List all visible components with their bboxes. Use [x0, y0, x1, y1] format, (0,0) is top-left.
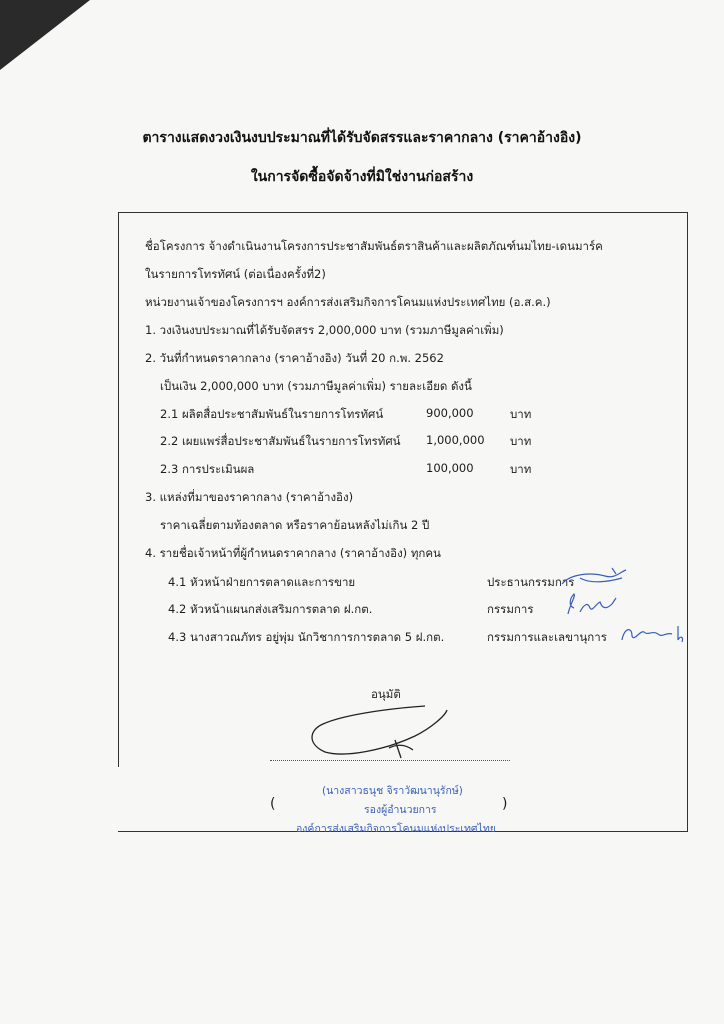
item-1-budget: 1. วงเงินงบประมาณที่ได้รับจัดสรร 2,000,000 บาท (รวมภาษีมูลค่าเพิ่ม)	[145, 323, 504, 337]
project-agency: หน่วยงานเจ้าของโครงการฯ องค์การส่งเสริมกิจการโคนมแห่งประเทศไทย (อ.ส.ค.)	[145, 295, 551, 309]
approval-label: อนุมัติ	[371, 687, 401, 701]
project-name-line1: ชื่อโครงการ จ้างดำเนินงานโครงการประชาสัมพันธ์ตราสินค้าและผลิตภัณฑ์นมไทย-เดนมาร์ค	[145, 239, 603, 253]
content-frame-left-border	[118, 212, 119, 767]
item-2-date: 2. วันที่กำหนดราคากลาง (ราคาอ้างอิง) วันที่ 20 ก.พ. 2562	[145, 351, 444, 365]
breakdown-amount: 900,000	[426, 406, 474, 420]
breakdown-unit: บาท	[510, 434, 532, 448]
open-parenthesis: (	[270, 796, 276, 812]
item-4-officers: 4. รายชื่อเจ้าหน้าที่ผู้กำหนดราคากลาง (ราคาอ้างอิง) ทุกคน	[145, 546, 441, 560]
item-3-source: 3. แหล่งที่มาของราคากลาง (ราคาอ้างอิง)	[145, 490, 354, 504]
breakdown-label: 2.2 เผยแพร่สื่อประชาสัมพันธ์ในรายการโทรทัศน์	[160, 434, 401, 448]
breakdown-amount: 100,000	[426, 461, 474, 475]
signature-line	[270, 760, 510, 762]
approver-name: (นางสาวธนุช จิราวัฒนานุรักษ์)	[322, 785, 463, 797]
committee-member: 4.3 นางสาวณภัทร อยู่พุ่ม นักวิชาการการตลาด 5 ฝ.กต.	[168, 630, 445, 644]
approver-title: รองผู้อำนวยการ	[364, 804, 437, 816]
close-parenthesis: )	[502, 796, 508, 812]
committee-member: 4.2 หัวหน้าแผนกส่งเสริมการตลาด ฝ.กต.	[168, 602, 373, 616]
breakdown-label: 2.3 การประเมินผล	[160, 462, 255, 476]
breakdown-unit: บาท	[510, 407, 532, 421]
member-signature	[564, 592, 624, 618]
document-title-line1: ตารางแสดงวงเงินงบประมาณที่ได้รับจัดสรรและราคากลาง (ราคาอ้างอิง)	[142, 130, 582, 146]
approver-organization: องค์การส่งเสริมกิจการโคนมแห่งประเทศไทย	[296, 823, 496, 835]
scan-shadow-corner	[0, 0, 90, 70]
committee-role: กรรมการและเลขานุการ	[487, 630, 607, 644]
chairman-signature	[560, 566, 630, 590]
document-title-line2: ในการจัดซื้อจัดจ้างที่มิใช่งานก่อสร้าง	[250, 169, 474, 185]
breakdown-label: 2.1 ผลิตสื่อประชาสัมพันธ์ในรายการโทรทัศน์	[160, 407, 384, 421]
item-2-amount: เป็นเงิน 2,000,000 บาท (รวมภาษีมูลค่าเพิ่ม) รายละเอียด ดังนี้	[160, 379, 472, 393]
breakdown-unit: บาท	[510, 462, 532, 476]
breakdown-amount: 1,000,000	[426, 433, 485, 447]
item-3-detail: ราคาเฉลี่ยตามท้องตลาด หรือราคาย้อนหลังไม่เกิน 2 ปี	[160, 518, 430, 532]
committee-role: ประธานกรรมการ	[487, 575, 575, 589]
committee-member: 4.1 หัวหน้าฝ่ายการตลาดและการขาย	[168, 575, 356, 589]
approver-signature	[305, 700, 455, 760]
project-name-line2: ในรายการโทรทัศน์ (ต่อเนื่องครั้งที่2)	[145, 267, 326, 281]
secretary-signature	[618, 622, 688, 646]
committee-role: กรรมการ	[487, 602, 534, 616]
